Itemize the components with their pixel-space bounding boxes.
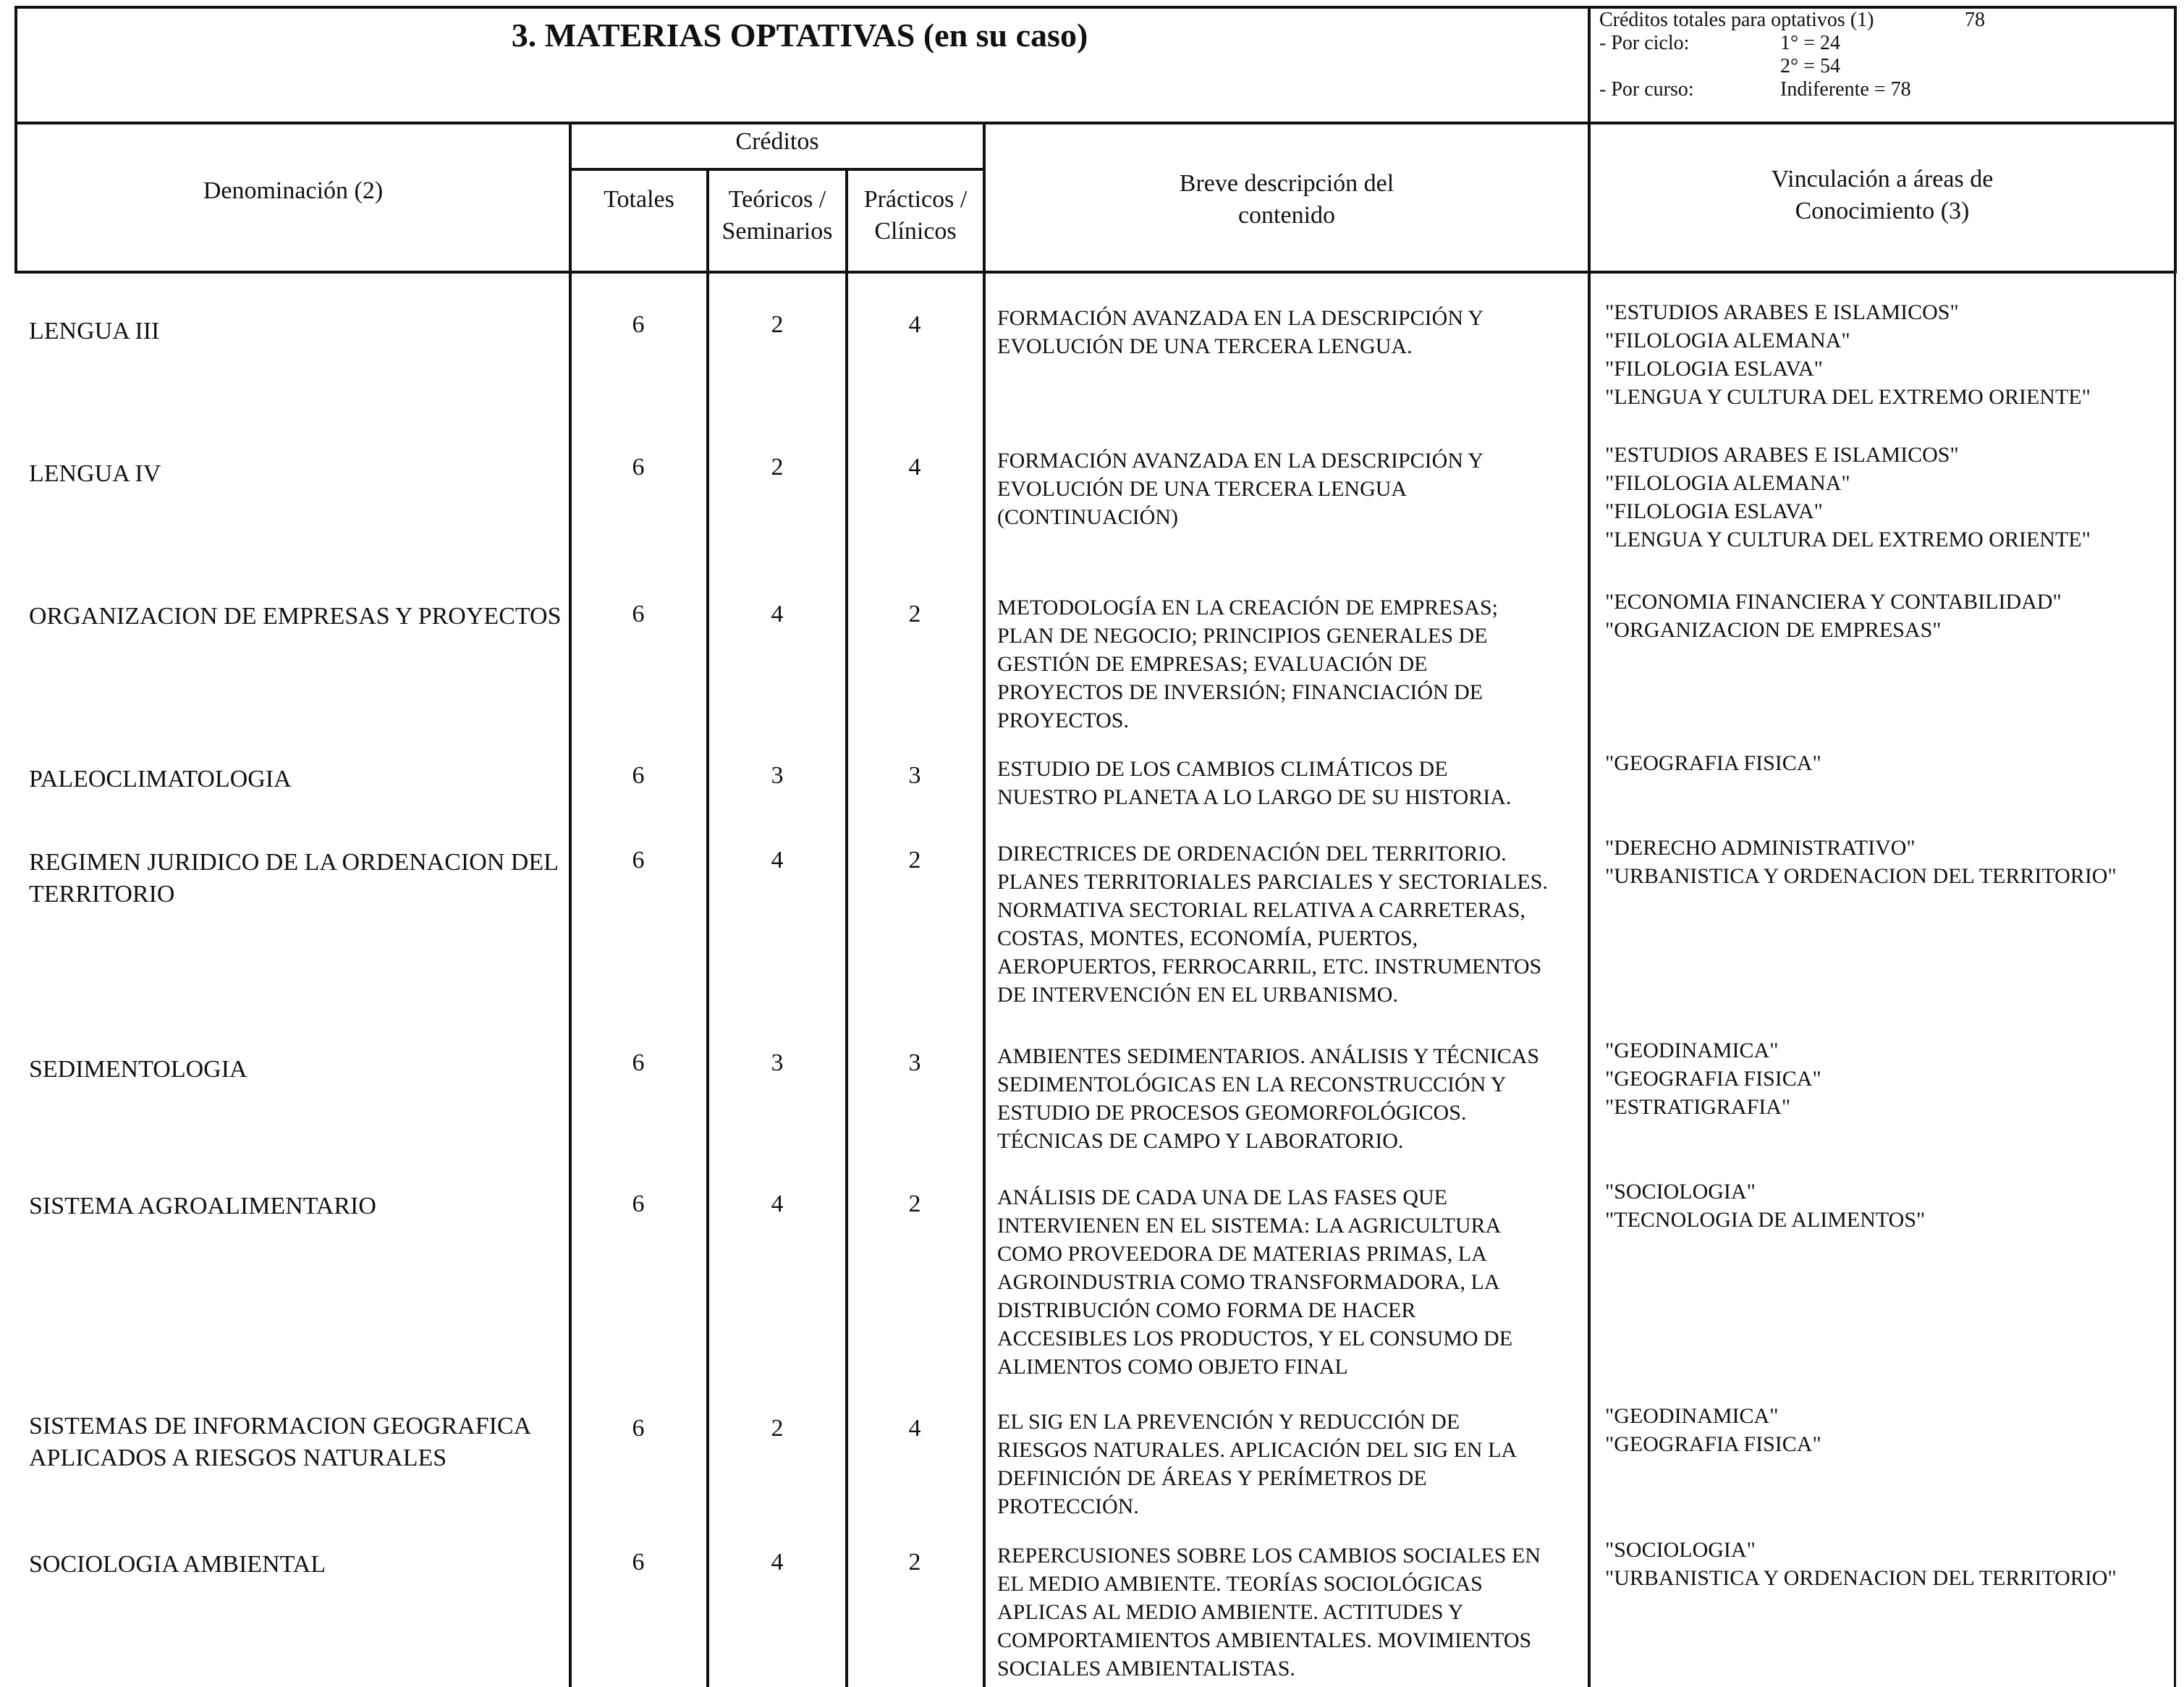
area-line: "ESTUDIOS ARABES E ISLAMICOS" [1605,300,1959,324]
description-line: COMO PROVEEDORA DE MATERIAS PRIMAS, LA [997,1242,1487,1266]
credits-totales: 6 [632,311,645,338]
subject-name: PALEOCLIMATOLOGIA [29,766,292,792]
description-line: PROTECCIÓN. [997,1494,1139,1518]
knowledge-areas [1605,1036,2177,1121]
content-description [997,447,1591,531]
description-line: PROYECTOS. [997,709,1129,732]
description-line: AGROINDUSTRIA COMO TRANSFORMADORA, LA [997,1270,1500,1294]
col-header-teoricos: Teóricos / Seminarios [721,186,833,245]
credits-teoricos: 3 [771,1049,784,1076]
description-line: NORMATIVA SECTORIAL RELATIVA A CARRETERAS, [997,898,1525,922]
credits-practicos: 4 [908,311,921,338]
description-line: TÉCNICAS DE CAMPO Y LABORATORIO. [997,1129,1404,1153]
description-line: PLAN DE NEGOCIO; PRINCIPIOS GENERALES DE [997,624,1488,648]
credits-practicos: 4 [908,454,921,481]
knowledge-areas [1605,749,2177,777]
area-line: "GEODINAMICA" [1605,1404,1779,1428]
description-line: COMPORTAMIENTOS AMBIENTALES. MOVIMIENTOS [997,1628,1532,1652]
credits-teoricos: 4 [771,847,784,874]
info-divider [1588,6,1591,124]
credits-teoricos: 3 [771,762,784,789]
content-description [997,1183,1591,1381]
credits-practicos: 3 [908,762,921,789]
area-line: "FILOLOGIA ALEMANA" [1605,329,1850,352]
credits-totales: 6 [632,1049,645,1076]
area-line: "URBANISTICA Y ORDENACION DEL TERRITORIO" [1605,1566,2117,1590]
subject-name: SEDIMENTOLOGIA [29,1056,247,1083]
credits-teoricos: 4 [771,601,784,627]
ciclo-1-value: 1° = 24 [1780,32,1840,54]
description-line: FORMACIÓN AVANZADA EN LA DESCRIPCIÓN Y [997,306,1484,330]
area-line: "LENGUA Y CULTURA DEL EXTREMO ORIENTE" [1605,528,2091,551]
credits-practicos: 3 [908,1049,921,1076]
credits-totales: 6 [632,1415,645,1442]
subject-name: SISTEMAS DE INFORMACION GEOGRAFICA APLICADOS A RIESGOS NATURALES [29,1413,530,1471]
col-header-denominacion: Denominación (2) [203,177,384,204]
subject-name: ORGANIZACION DE EMPRESAS Y PROYECTOS [29,603,562,630]
credits-totales: 6 [632,762,645,789]
area-line: "GEODINAMICA" [1605,1039,1779,1062]
credits-teoricos: 4 [771,1549,784,1576]
description-line: RIESGOS NATURALES. APLICACIÓN DEL SIG EN LA [997,1438,1518,1462]
area-line: "ECONOMIA FINANCIERA Y CONTABILIDAD" [1605,590,2062,614]
description-line: AEROPUERTOS, FERROCARRIL, ETC. INSTRUMENTOS [997,955,1542,978]
area-line: "SOCIOLOGIA" [1605,1538,1756,1562]
content-description [997,840,1591,1009]
description-line: METODOLOGÍA EN LA CREACIÓN DE EMPRESAS; [997,596,1498,620]
description-line: PLANES TERRITORIALES PARCIALES Y SECTORIALES. [997,870,1548,894]
area-line: "ESTUDIOS ARABES E ISLAMICOS" [1605,443,1959,467]
subject-name: LENGUA III [29,318,160,344]
area-line: "FILOLOGIA ESLAVA" [1605,499,1823,523]
area-line: "LENGUA Y CULTURA DEL EXTREMO ORIENTE" [1605,385,2091,409]
credits-practicos: 2 [908,847,921,874]
area-line: "GEOGRAFIA FISICA" [1605,1067,1821,1091]
description-line: NUESTRO PLANETA A LO LARGO DE SU HISTORIA. [997,785,1512,809]
col-divider-4 [983,122,986,1687]
knowledge-areas [1605,298,2177,411]
credits-totales: 6 [632,847,645,874]
area-line: "FILOLOGIA ALEMANA" [1605,471,1850,495]
credits-teoricos: 2 [771,311,784,338]
description-line: FORMACIÓN AVANZADA EN LA DESCRIPCIÓN Y [997,449,1484,473]
column-header-bottom [14,271,2177,274]
subject-name: REGIMEN JURIDICO DE LA ORDENACION DEL TERRITORIO [29,849,558,908]
credits-totales: 6 [632,1191,645,1217]
description-line: PROYECTOS DE INVERSIÓN; FINANCIACIÓN DE [997,680,1483,704]
content-description [997,1408,1591,1521]
area-line: "DERECHO ADMINISTRATIVO" [1605,836,1916,860]
description-line: ALIMENTOS COMO OBJETO FINAL [997,1355,1348,1379]
ciclo-2-value: 2° = 54 [1780,55,1840,77]
area-line: "FILOLOGIA ESLAVA" [1605,357,1823,381]
area-line: "GEOGRAFIA FISICA" [1605,1432,1821,1456]
description-line: ANÁLISIS DE CADA UNA DE LAS FASES QUE [997,1185,1447,1209]
credits-teoricos: 2 [771,1415,784,1442]
ciclo-label: - Por ciclo: [1599,32,1690,54]
credits-teoricos: 4 [771,1191,784,1217]
area-line: "ORGANIZACION DE EMPRESAS" [1605,618,1942,642]
content-description [997,1542,1591,1683]
knowledge-areas [1605,1402,2177,1458]
total-credits-label: Créditos totales para optativos (1) [1599,9,1874,31]
description-line: (CONTINUACIÓN) [997,505,1178,529]
description-line: COSTAS, MONTES, ECONOMÍA, PUERTOS, [997,926,1418,950]
col-divider-2 [706,168,709,1687]
description-line: DEFINICIÓN DE ÁREAS Y PERÍMETROS DE [997,1466,1427,1490]
col-header-vinculacion: Vinculación a áreas de Conocimiento (3) [1771,166,1994,224]
curso-label: - Por curso: [1599,78,1694,101]
description-line: ACCESIBLES LOS PRODUCTOS, Y EL CONSUMO DE [997,1327,1513,1350]
description-line: DISTRIBUCIÓN COMO FORMA DE HACER [997,1298,1416,1322]
knowledge-areas [1605,441,2177,554]
subject-name: LENGUA IV [29,460,161,487]
description-line: EL MEDIO AMBIENTE. TEORÍAS SOCIOLÓGICAS [997,1572,1483,1596]
knowledge-areas [1605,1177,2177,1234]
credits-practicos: 4 [908,1415,921,1442]
col-divider-1 [569,122,572,1687]
credits-totales: 6 [632,1549,645,1576]
description-line: EVOLUCIÓN DE UNA TERCERA LENGUA [997,477,1408,501]
col-header-totales: Totales [604,186,674,213]
knowledge-areas [1605,834,2177,890]
description-line: APLICAS AL MEDIO AMBIENTE. ACTITUDES Y [997,1600,1464,1624]
description-line: REPERCUSIONES SOBRE LOS CAMBIOS SOCIALES EN [997,1544,1541,1568]
col-header-descripcion: Breve descripción del contenido [1179,170,1394,229]
description-line: SOCIALES AMBIENTALISTAS. [997,1657,1295,1680]
credits-practicos: 2 [908,1549,921,1576]
area-line: "SOCIOLOGIA" [1605,1180,1756,1204]
description-line: GESTIÓN DE EMPRESAS; EVALUACIÓN DE [997,652,1428,676]
page-title: 3. MATERIAS OPTATIVAS (en su caso) [511,17,1088,54]
area-line: "URBANISTICA Y ORDENACION DEL TERRITORIO" [1605,864,2117,888]
credits-totales: 6 [632,454,645,481]
content-description [997,304,1591,360]
col-header-practicos: Prácticos / Clínicos [863,186,968,245]
description-line: DIRECTRICES DE ORDENACIÓN DEL TERRITORIO. [997,842,1507,866]
knowledge-areas [1605,588,2177,644]
credit-info-block [1599,9,2178,101]
description-line: AMBIENTES SEDIMENTARIOS. ANÁLISIS Y TÉCNICAS [997,1044,1540,1068]
content-description [997,1042,1591,1155]
col-divider-3 [845,168,848,1687]
knowledge-areas [1605,1536,2177,1592]
area-line: "TECNOLOGIA DE ALIMENTOS" [1605,1208,1926,1232]
description-line: ESTUDIO DE LOS CAMBIOS CLIMÁTICOS DE [997,757,1448,781]
description-line: SEDIMENTOLÓGICAS EN LA RECONSTRUCCIÓN Y [997,1073,1507,1096]
area-line: "GEOGRAFIA FISICA" [1605,751,1821,775]
description-line: ESTUDIO DE PROCESOS GEOMORFOLÓGICOS. [997,1101,1467,1125]
credits-totales: 6 [632,601,645,627]
credits-practicos: 2 [908,601,921,627]
curso-value: Indiferente = 78 [1780,78,1911,101]
col-header-creditos: Créditos [735,128,819,155]
content-description [997,593,1591,735]
creditos-divider [569,168,986,171]
credits-teoricos: 2 [771,454,784,481]
header-divider [14,122,2177,124]
total-credits-value: 78 [1965,9,1985,31]
description-line: EVOLUCIÓN DE UNA TERCERA LENGUA. [997,334,1413,358]
content-description [997,755,1591,811]
description-line: EL SIG EN LA PREVENCIÓN Y REDUCCIÓN DE [997,1410,1460,1434]
subject-name: SISTEMA AGROALIMENTARIO [29,1193,376,1219]
subject-name: SOCIOLOGIA AMBIENTAL [29,1551,326,1578]
description-line: INTERVIENEN EN EL SISTEMA: LA AGRICULTURA [997,1214,1502,1238]
area-line: "ESTRATIGRAFIA" [1605,1095,1791,1119]
description-line: DE INTERVENCIÓN EN EL URBANISMO. [997,983,1398,1007]
credits-practicos: 2 [908,1191,921,1217]
